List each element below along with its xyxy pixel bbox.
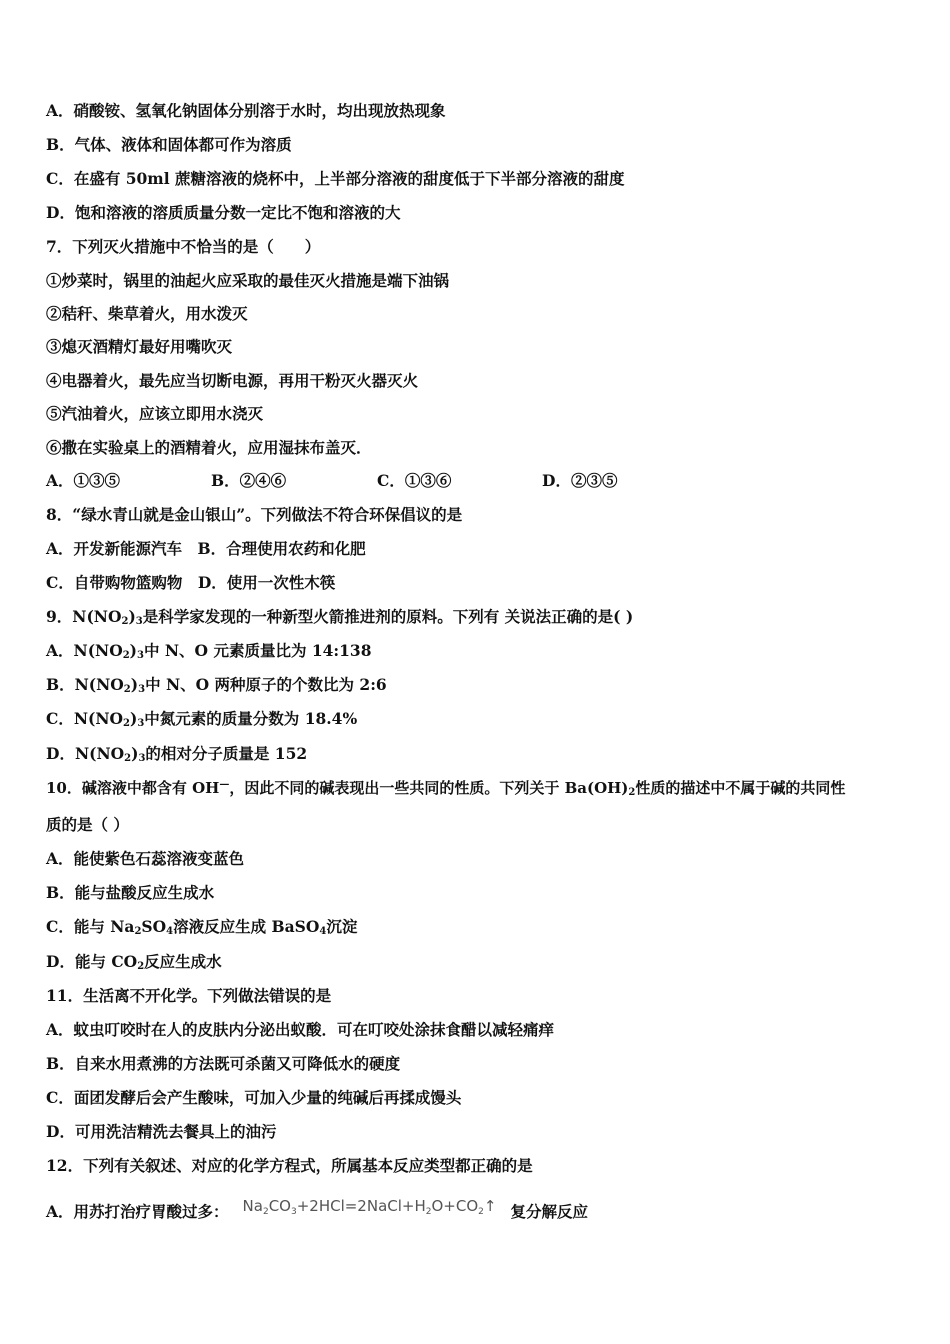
paren: ) [130,675,139,694]
q11-option-a: A．蚊虫叮咬时在人的皮肤内分泌出蚁酸．可在叮咬处涂抹食醋以减轻痛痒 [46,1020,555,1039]
question-10 [46,777,845,799]
question-7: 7．下列灭火措施中不恰当的是（ ） [46,237,321,256]
subscript: 3 [137,718,145,729]
q10-pre: 10．碱溶液中都含有 OH [46,779,220,797]
q7-item-1: ①炒菜时，锅里的油起火应采取的最佳灭火措施是端下油锅 [46,271,450,290]
q10-option-c [46,916,357,938]
subscript: 2 [123,718,130,729]
eq-oco: O+CO [431,1197,479,1215]
q12-option-a [46,1197,588,1223]
eq-mid: +2HCl=2NaCl+H [296,1197,426,1215]
subscript: 2 [122,650,130,661]
subscript: 2 [478,1207,484,1217]
q9a-post: 中 N、O 元素质量比为 14:138 [143,641,372,660]
chemical-equation [243,1197,497,1215]
q7-item-2: ②秸秆、柴草着火，用水泼灭 [46,304,248,323]
q9d-post: 的相对分子质量是 152 [145,744,308,763]
q10c-pre: C．能与 Na [46,917,135,936]
q9-option-d [46,743,307,765]
q9d-pre: D．N(NO [46,744,125,763]
q8-options-ab: A．开发新能源汽车 B．合理使用农药和化肥 [46,539,366,558]
subscript: 2 [262,1207,269,1217]
q7-option-d: D．②③⑤ [542,471,618,490]
q9-text-pre: 9．N(NO [46,607,122,626]
q10c-mid1: SO [141,917,167,936]
option-a-line: A．硝酸铵、氢氧化钠固体分别溶于水时，均出现放热现象 [46,101,446,120]
q10-option-b: B．能与盐酸反应生成水 [46,883,215,902]
subscript: 2 [425,1207,432,1217]
paren: ) [128,607,136,626]
q7-item-6: ⑥撒在实验桌上的酒精着火，应用湿抹布盖灭． [46,438,372,457]
subscript: 2 [121,616,129,627]
q7-option-a: A．①③⑤ [46,471,121,490]
superscript: — [219,779,230,790]
q9b-pre: B．N(NO [46,675,124,694]
q9c-pre: C．N(NO [46,709,124,728]
q10c-post: 沉淀 [326,917,358,936]
q7-item-5: ⑤汽油着火，应该立即用水浇灭 [46,404,264,423]
subscript: 2 [628,787,636,798]
q10c-mid2: 溶液反应生成 BaSO [173,917,320,936]
q10-mid: ，因此不同的碱表现出一些共同的性质。下列关于 Ba(OH) [229,779,629,797]
subscript: 2 [124,753,132,764]
q11-option-c: C．面团发酵后会产生酸味，可加入少量的纯碱后再揉成馒头 [46,1088,462,1107]
subscript: 2 [123,684,131,695]
paren: ) [131,744,139,763]
q10-option-a: A．能使紫色石蕊溶液变蓝色 [46,849,245,868]
q7-item-4: ④电器着火，最先应当切断电源，再用干粉灭火器灭火 [46,371,419,390]
subscript: 3 [138,753,146,764]
q9b-post: 中 N、O 两种原子的个数比为 2:6 [145,675,387,694]
subscript: 4 [166,926,174,937]
eq-na: Na [242,1197,263,1215]
option-c-line: C．在盛有 50ml 蔗糖溶液的烧杯中，上半部分溶液的甜度低于下半部分溶液的甜度 [46,169,625,188]
q8-options-cd: C．自带购物篮购物 D．使用一次性木筷 [46,573,336,592]
q10-post: 性质的描述中不属于碱的共同性 [635,779,846,797]
q10-option-d [46,951,222,973]
q10d-pre: D．能与 CO [46,952,138,971]
q12a-pre: A．用苏打治疗胃酸过多： [46,1202,229,1221]
q7-option-c: C．①③⑥ [377,471,452,490]
q7-option-b: B．②④⑥ [211,471,287,490]
option-d-line: D．饱和溶液的溶质质量分数一定比不饱和溶液的大 [46,203,401,222]
q7-item-3: ③熄灭酒精灯最好用嘴吹灭 [46,337,233,356]
paren: ) [129,709,138,728]
subscript: 3 [290,1207,297,1217]
q9-option-a [46,640,372,662]
subscript: 3 [138,684,146,695]
option-b-line: B．气体、液体和固体都可作为溶质 [46,135,292,154]
subscript: 4 [319,926,327,937]
question-12: 12．下列有关叙述、对应的化学方程式，所属基本反应类型都正确的是 [46,1156,533,1175]
question-10-cont: 质的是（ ） [46,815,129,834]
eq-co: CO [268,1197,291,1215]
subscript: 3 [135,616,143,627]
q9c-post: 中氮元素的质量分数为 18.4% [144,709,358,728]
question-8: 8．“绿水青山就是金山银山”。下列做法不符合环保倡议的是 [46,505,463,524]
q9a-pre: A．N(NO [46,641,123,660]
q11-option-d: D．可用洗洁精洗去餐具上的油污 [46,1122,277,1141]
subscript: 2 [134,926,142,937]
q9-option-c [46,708,357,730]
q7-options [46,470,906,492]
subscript: 2 [137,961,145,972]
question-11: 11．生活离不开化学。下列做法错误的是 [46,986,332,1005]
subscript: 3 [137,650,144,661]
q9-text-post: 是科学家发现的一种新型火箭推进剂的原料。下列有 关说法正确的是( ) [142,607,634,626]
gas-arrow: ↑ [483,1197,497,1215]
q12a-post: 复分解反应 [510,1202,588,1221]
paren: ) [129,641,138,660]
q11-option-b: B．自来水用煮沸的方法既可杀菌又可降低水的硬度 [46,1054,401,1073]
q9-option-b [46,674,387,696]
q10d-post: 反应生成水 [144,952,222,971]
question-9 [46,606,633,628]
